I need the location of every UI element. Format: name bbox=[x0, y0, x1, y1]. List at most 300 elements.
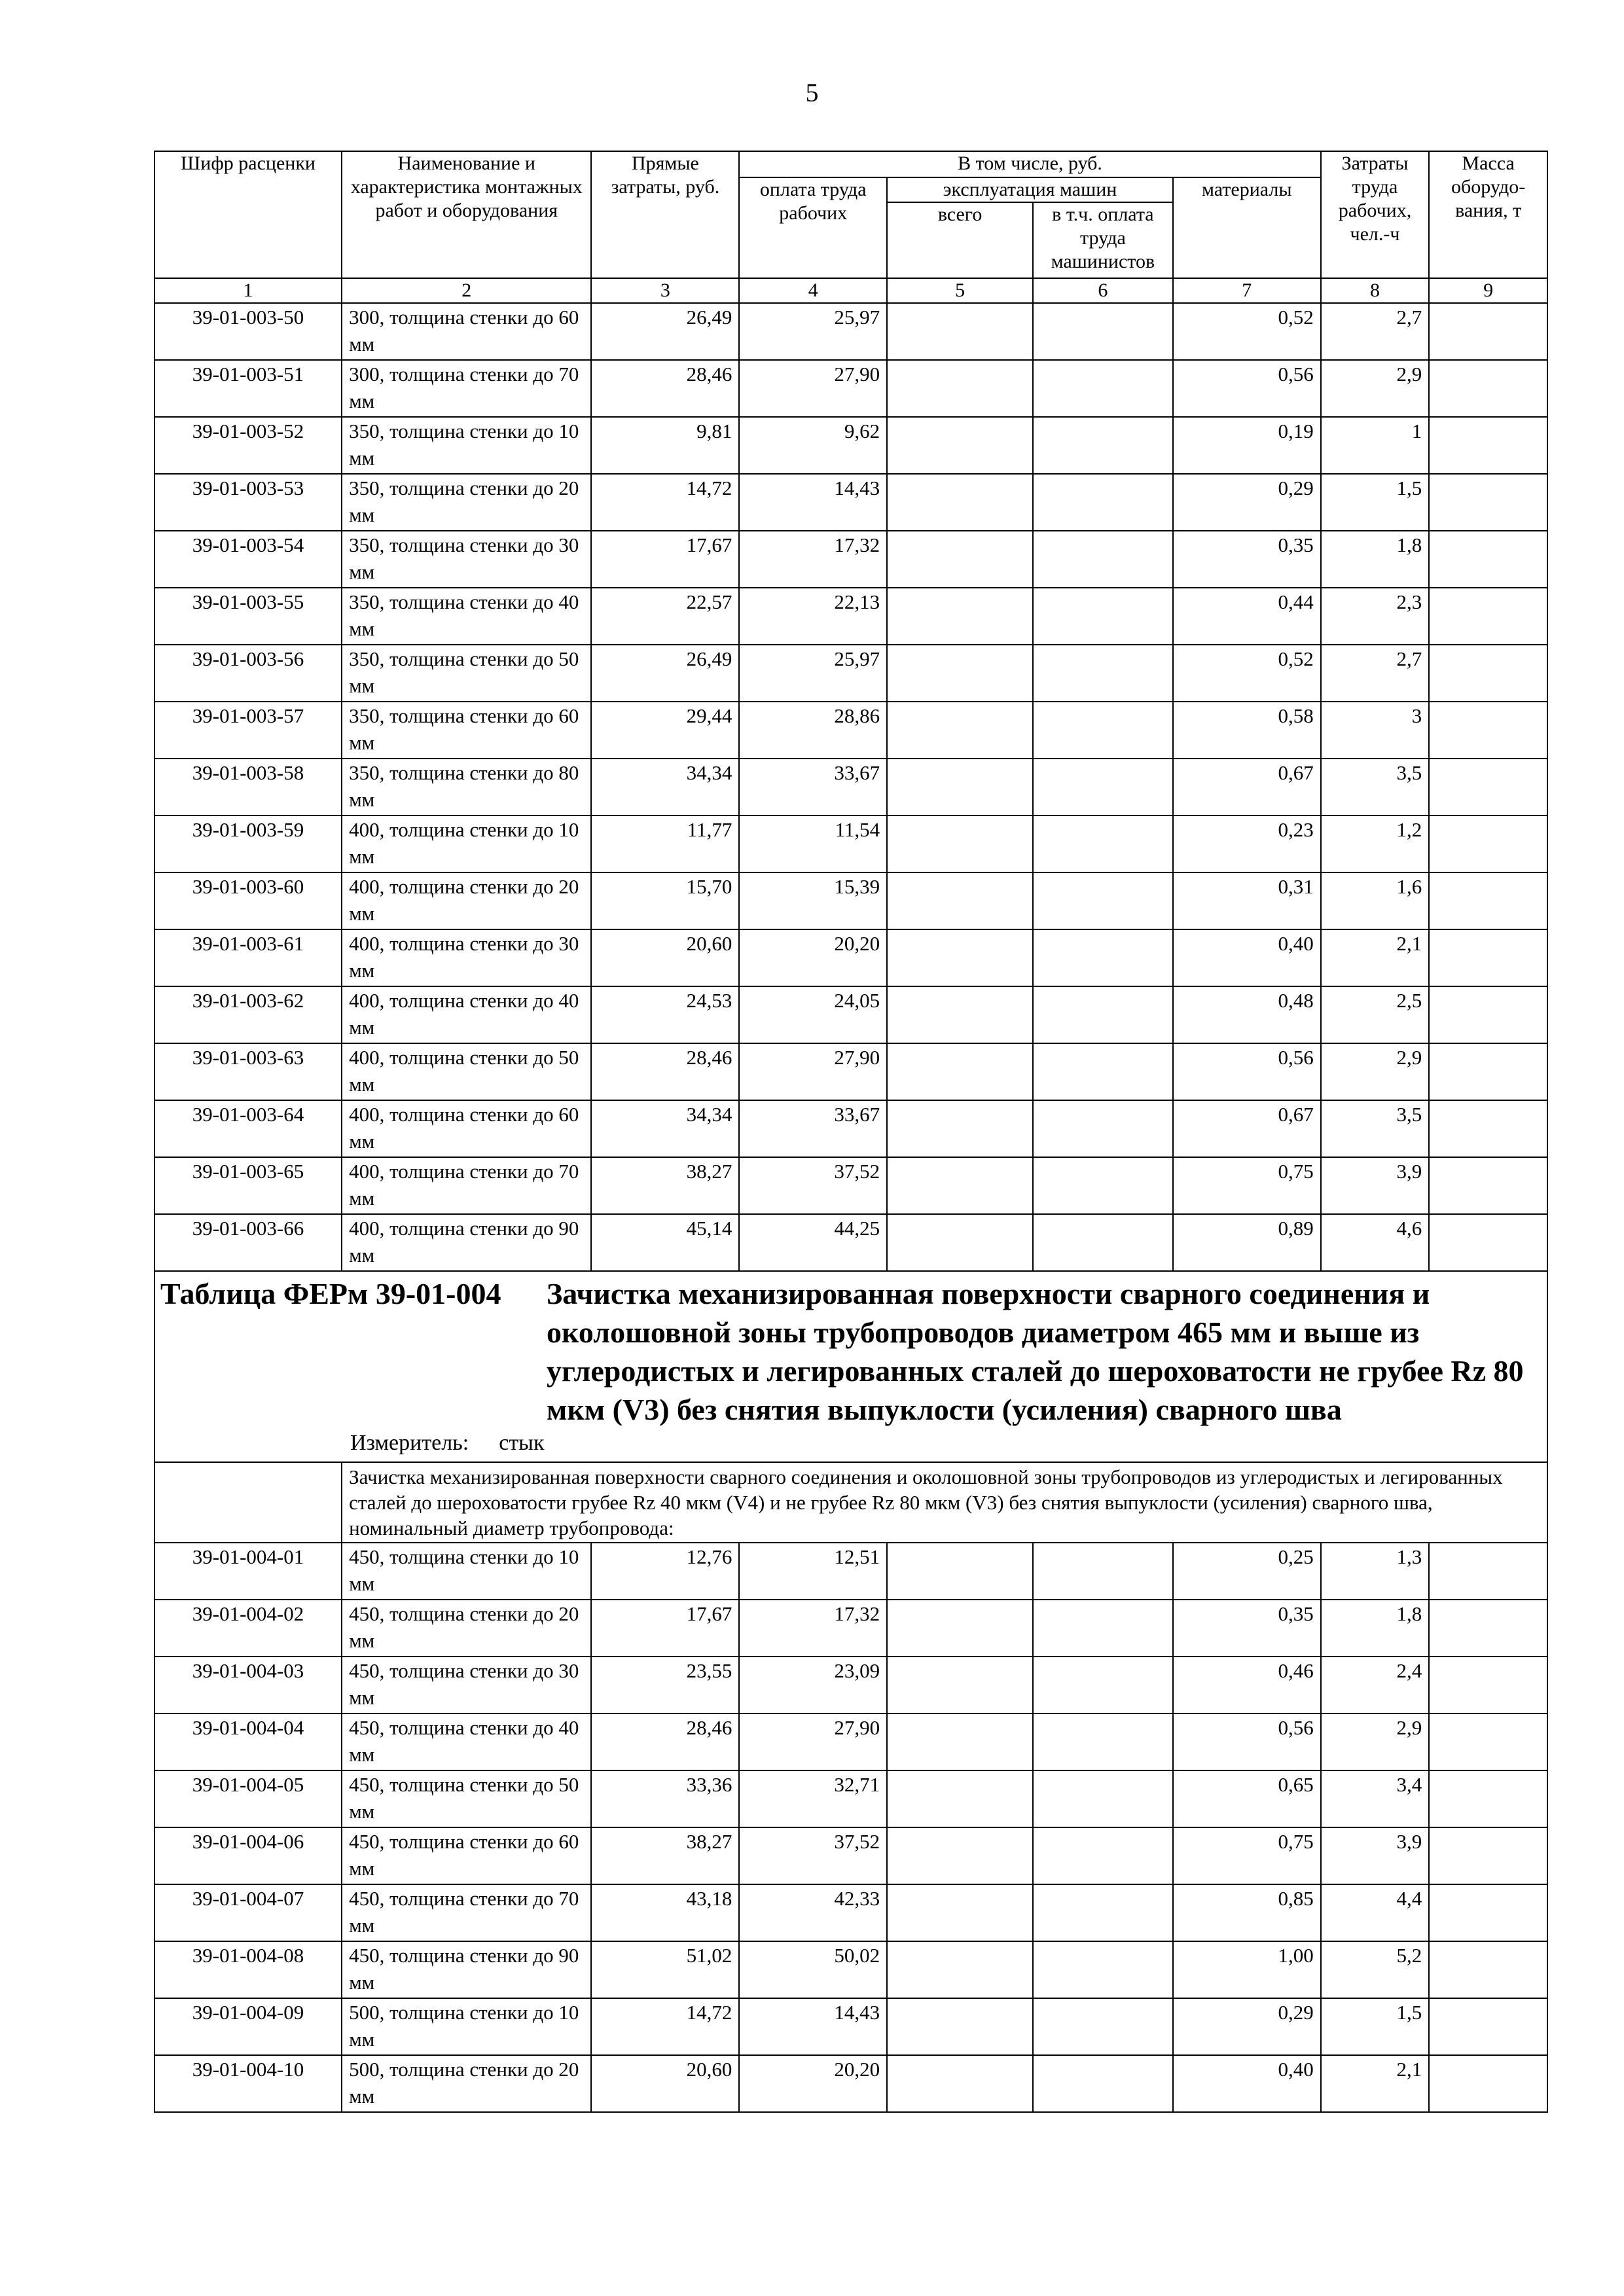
machine-total-cell bbox=[887, 1941, 1033, 1998]
work-name-cell: 350, толщина стенки до 60 мм bbox=[342, 702, 591, 759]
work-name-cell: 350, толщина стенки до 40 мм bbox=[342, 588, 591, 645]
rate-code-cell: 39-01-004-01 bbox=[154, 1543, 342, 1600]
machinist-pay-cell bbox=[1033, 1157, 1173, 1214]
materials-cell: 0,46 bbox=[1173, 1657, 1321, 1713]
materials-cell: 0,40 bbox=[1173, 2055, 1321, 2112]
labor-pay-cell: 50,02 bbox=[739, 1941, 887, 1998]
labor-pay-cell: 37,52 bbox=[739, 1827, 887, 1884]
labor-hours-cell: 4,4 bbox=[1321, 1884, 1430, 1941]
rate-code-cell: 39-01-003-52 bbox=[154, 417, 342, 474]
direct-costs-cell: 51,02 bbox=[591, 1941, 739, 1998]
table-row bbox=[154, 1214, 1547, 1271]
section-description: Зачистка механизированная поверхности сварного соединения и околошовной зоны трубопроводов из углеродистых и легированных сталей до шероховатости грубее Rz 40 мкм (V4) и не грубее Rz 80 мкм (V3) без снятия выпуклости (усиления) сварного шва, номинальный диаметр трубопровода: bbox=[342, 1462, 1547, 1543]
equipment-mass-cell bbox=[1429, 588, 1547, 645]
machinist-pay-cell bbox=[1033, 531, 1173, 588]
machinist-pay-cell bbox=[1033, 360, 1173, 417]
rate-code-cell: 39-01-003-64 bbox=[154, 1100, 342, 1157]
rate-code-cell: 39-01-004-02 bbox=[154, 1600, 342, 1657]
machinist-pay-cell bbox=[1033, 303, 1173, 360]
rate-code-cell: 39-01-003-62 bbox=[154, 986, 342, 1043]
machinist-pay-cell bbox=[1033, 474, 1173, 531]
machine-total-cell bbox=[887, 1157, 1033, 1214]
equipment-mass-cell bbox=[1429, 759, 1547, 816]
labor-pay-cell: 12,51 bbox=[739, 1543, 887, 1600]
column-number: 5 bbox=[887, 278, 1033, 303]
machine-total-cell bbox=[887, 759, 1033, 816]
materials-cell: 0,40 bbox=[1173, 929, 1321, 986]
column-number: 9 bbox=[1429, 278, 1547, 303]
table-row bbox=[154, 872, 1547, 929]
equipment-mass-cell bbox=[1429, 1157, 1547, 1214]
labor-hours-cell: 1,2 bbox=[1321, 816, 1430, 872]
equipment-mass-cell bbox=[1429, 303, 1547, 360]
labor-pay-cell: 17,32 bbox=[739, 1600, 887, 1657]
direct-costs-cell: 38,27 bbox=[591, 1157, 739, 1214]
table-row bbox=[154, 1770, 1547, 1827]
labor-hours-cell: 2,5 bbox=[1321, 986, 1430, 1043]
labor-hours-cell: 1,5 bbox=[1321, 1998, 1430, 2055]
machine-total-cell bbox=[887, 588, 1033, 645]
direct-costs-cell: 14,72 bbox=[591, 474, 739, 531]
materials-cell: 0,29 bbox=[1173, 474, 1321, 531]
machine-total-cell bbox=[887, 1214, 1033, 1271]
table-row bbox=[154, 531, 1547, 588]
machine-total-cell bbox=[887, 531, 1033, 588]
labor-pay-cell: 25,97 bbox=[739, 303, 887, 360]
work-name-cell: 450, толщина стенки до 70 мм bbox=[342, 1884, 591, 1941]
materials-cell: 0,75 bbox=[1173, 1827, 1321, 1884]
column-number: 3 bbox=[591, 278, 739, 303]
work-name-cell: 450, толщина стенки до 90 мм bbox=[342, 1941, 591, 1998]
labor-hours-cell: 1,8 bbox=[1321, 531, 1430, 588]
direct-costs-cell: 28,46 bbox=[591, 1043, 739, 1100]
labor-pay-cell: 17,32 bbox=[739, 531, 887, 588]
table-row bbox=[154, 1998, 1547, 2055]
machine-total-cell bbox=[887, 2055, 1033, 2112]
materials-cell: 0,19 bbox=[1173, 417, 1321, 474]
materials-cell: 0,48 bbox=[1173, 986, 1321, 1043]
labor-hours-cell: 5,2 bbox=[1321, 1941, 1430, 1998]
table-row bbox=[154, 1043, 1547, 1100]
header-name: Наименование и характеристика монтажных работ и оборудования bbox=[342, 151, 591, 278]
table-row bbox=[154, 1713, 1547, 1770]
equipment-mass-cell bbox=[1429, 702, 1547, 759]
rate-code-cell: 39-01-004-10 bbox=[154, 2055, 342, 2112]
labor-pay-cell: 28,86 bbox=[739, 702, 887, 759]
work-name-cell: 350, толщина стенки до 30 мм bbox=[342, 531, 591, 588]
machine-total-cell bbox=[887, 1713, 1033, 1770]
labor-hours-cell: 1,3 bbox=[1321, 1543, 1430, 1600]
work-name-cell: 350, толщина стенки до 50 мм bbox=[342, 645, 591, 702]
labor-hours-cell: 1 bbox=[1321, 417, 1430, 474]
materials-cell: 0,56 bbox=[1173, 360, 1321, 417]
header-direct-costs: Прямые затраты, руб. bbox=[591, 151, 739, 278]
direct-costs-cell: 23,55 bbox=[591, 1657, 739, 1713]
equipment-mass-cell bbox=[1429, 417, 1547, 474]
table-row bbox=[154, 1884, 1547, 1941]
work-name-cell: 500, толщина стенки до 20 мм bbox=[342, 2055, 591, 2112]
column-number: 1 bbox=[154, 278, 342, 303]
labor-pay-cell: 27,90 bbox=[739, 360, 887, 417]
machine-total-cell bbox=[887, 1827, 1033, 1884]
equipment-mass-cell bbox=[1429, 929, 1547, 986]
labor-hours-cell: 1,8 bbox=[1321, 1600, 1430, 1657]
machinist-pay-cell bbox=[1033, 986, 1173, 1043]
rate-code-cell: 39-01-003-50 bbox=[154, 303, 342, 360]
labor-pay-cell: 27,90 bbox=[739, 1043, 887, 1100]
equipment-mass-cell bbox=[1429, 1214, 1547, 1271]
table-row bbox=[154, 929, 1547, 986]
header-equipment-mass: Масса оборудо-вания, т bbox=[1429, 151, 1547, 278]
materials-cell: 0,35 bbox=[1173, 531, 1321, 588]
rates-table bbox=[154, 151, 1548, 2113]
column-number: 8 bbox=[1321, 278, 1430, 303]
machine-total-cell bbox=[887, 872, 1033, 929]
work-name-cell: 350, толщина стенки до 20 мм bbox=[342, 474, 591, 531]
materials-cell: 0,56 bbox=[1173, 1713, 1321, 1770]
machinist-pay-cell bbox=[1033, 1543, 1173, 1600]
table-label: Таблица ФЕРм 39-01-004 bbox=[160, 1277, 501, 1310]
labor-pay-cell: 42,33 bbox=[739, 1884, 887, 1941]
materials-cell: 0,52 bbox=[1173, 303, 1321, 360]
table-row bbox=[154, 303, 1547, 360]
machine-total-cell bbox=[887, 702, 1033, 759]
direct-costs-cell: 26,49 bbox=[591, 303, 739, 360]
labor-hours-cell: 2,3 bbox=[1321, 588, 1430, 645]
labor-pay-cell: 15,39 bbox=[739, 872, 887, 929]
machinist-pay-cell bbox=[1033, 645, 1173, 702]
machinist-pay-cell bbox=[1033, 588, 1173, 645]
machine-total-cell bbox=[887, 1998, 1033, 2055]
column-number: 6 bbox=[1033, 278, 1173, 303]
work-name-cell: 400, толщина стенки до 90 мм bbox=[342, 1214, 591, 1271]
header-machine-total: всего bbox=[887, 202, 1033, 278]
table-title: Зачистка механизированная поверхности сварного соединения и околошовной зоны трубопроводов диаметром 465 мм и выше из углеродистых и легированных сталей до шероховатости не грубее Rz 80 мкм (V3) без снятия выпуклости (усиления) сварного шва bbox=[547, 1277, 1524, 1426]
materials-cell: 0,25 bbox=[1173, 1543, 1321, 1600]
machine-total-cell bbox=[887, 1100, 1033, 1157]
labor-hours-cell: 2,1 bbox=[1321, 929, 1430, 986]
machinist-pay-cell bbox=[1033, 1214, 1173, 1271]
materials-cell: 0,31 bbox=[1173, 872, 1321, 929]
materials-cell: 0,52 bbox=[1173, 645, 1321, 702]
rate-code-cell: 39-01-004-04 bbox=[154, 1713, 342, 1770]
machine-total-cell bbox=[887, 417, 1033, 474]
table-row bbox=[154, 1941, 1547, 1998]
machinist-pay-cell bbox=[1033, 1713, 1173, 1770]
direct-costs-cell: 28,46 bbox=[591, 360, 739, 417]
machine-total-cell bbox=[887, 986, 1033, 1043]
direct-costs-cell: 28,46 bbox=[591, 1713, 739, 1770]
machine-total-cell bbox=[887, 1770, 1033, 1827]
rate-code-cell: 39-01-004-09 bbox=[154, 1998, 342, 2055]
machine-total-cell bbox=[887, 1543, 1033, 1600]
equipment-mass-cell bbox=[1429, 1827, 1547, 1884]
materials-cell: 0,56 bbox=[1173, 1043, 1321, 1100]
meter-label: Измеритель: bbox=[350, 1431, 469, 1455]
equipment-mass-cell bbox=[1429, 1600, 1547, 1657]
header-code: Шифр расценки bbox=[154, 151, 342, 278]
column-number: 7 bbox=[1173, 278, 1321, 303]
machinist-pay-cell bbox=[1033, 1100, 1173, 1157]
machine-total-cell bbox=[887, 303, 1033, 360]
rate-code-cell: 39-01-004-06 bbox=[154, 1827, 342, 1884]
equipment-mass-cell bbox=[1429, 1100, 1547, 1157]
work-name-cell: 450, толщина стенки до 30 мм bbox=[342, 1657, 591, 1713]
table-row bbox=[154, 816, 1547, 872]
machinist-pay-cell bbox=[1033, 1600, 1173, 1657]
direct-costs-cell: 20,60 bbox=[591, 929, 739, 986]
direct-costs-cell: 14,72 bbox=[591, 1998, 739, 2055]
labor-pay-cell: 32,71 bbox=[739, 1770, 887, 1827]
work-name-cell: 450, толщина стенки до 60 мм bbox=[342, 1827, 591, 1884]
machine-total-cell bbox=[887, 360, 1033, 417]
machinist-pay-cell bbox=[1033, 929, 1173, 986]
work-name-cell: 400, толщина стенки до 60 мм bbox=[342, 1100, 591, 1157]
labor-pay-cell: 37,52 bbox=[739, 1157, 887, 1214]
column-numbers-row bbox=[154, 278, 1547, 303]
column-number: 2 bbox=[342, 278, 591, 303]
table-section bbox=[154, 1271, 1547, 1543]
labor-pay-cell: 14,43 bbox=[739, 474, 887, 531]
labor-pay-cell: 22,13 bbox=[739, 588, 887, 645]
materials-cell: 0,67 bbox=[1173, 759, 1321, 816]
rates-body-bottom bbox=[154, 1543, 1547, 2112]
rate-code-cell: 39-01-003-56 bbox=[154, 645, 342, 702]
header-machinist-pay: в т.ч. оплата труда машинистов bbox=[1033, 202, 1173, 278]
work-name-cell: 400, толщина стенки до 30 мм bbox=[342, 929, 591, 986]
labor-hours-cell: 1,5 bbox=[1321, 474, 1430, 531]
labor-pay-cell: 14,43 bbox=[739, 1998, 887, 2055]
materials-cell: 0,89 bbox=[1173, 1214, 1321, 1271]
section-description-row bbox=[154, 1462, 1547, 1543]
machine-total-cell bbox=[887, 1657, 1033, 1713]
materials-cell: 0,75 bbox=[1173, 1157, 1321, 1214]
machinist-pay-cell bbox=[1033, 1827, 1173, 1884]
labor-hours-cell: 2,9 bbox=[1321, 360, 1430, 417]
rate-code-cell: 39-01-003-55 bbox=[154, 588, 342, 645]
rate-code-cell: 39-01-004-07 bbox=[154, 1884, 342, 1941]
labor-hours-cell: 3 bbox=[1321, 702, 1430, 759]
rate-code-cell: 39-01-003-57 bbox=[154, 702, 342, 759]
table-row bbox=[154, 1600, 1547, 1657]
direct-costs-cell: 34,34 bbox=[591, 759, 739, 816]
labor-hours-cell: 2,4 bbox=[1321, 1657, 1430, 1713]
machinist-pay-cell bbox=[1033, 1884, 1173, 1941]
labor-hours-cell: 3,5 bbox=[1321, 1100, 1430, 1157]
labor-hours-cell: 3,9 bbox=[1321, 1157, 1430, 1214]
labor-pay-cell: 9,62 bbox=[739, 417, 887, 474]
machine-total-cell bbox=[887, 929, 1033, 986]
rate-code-cell: 39-01-004-05 bbox=[154, 1770, 342, 1827]
work-name-cell: 450, толщина стенки до 50 мм bbox=[342, 1770, 591, 1827]
labor-hours-cell: 4,6 bbox=[1321, 1214, 1430, 1271]
direct-costs-cell: 20,60 bbox=[591, 2055, 739, 2112]
direct-costs-cell: 12,76 bbox=[591, 1543, 739, 1600]
labor-hours-cell: 2,9 bbox=[1321, 1713, 1430, 1770]
column-number: 4 bbox=[739, 278, 887, 303]
equipment-mass-cell bbox=[1429, 1770, 1547, 1827]
machine-total-cell bbox=[887, 645, 1033, 702]
equipment-mass-cell bbox=[1429, 1884, 1547, 1941]
equipment-mass-cell bbox=[1429, 2055, 1547, 2112]
table-row bbox=[154, 1100, 1547, 1157]
work-name-cell: 500, толщина стенки до 10 мм bbox=[342, 1998, 591, 2055]
table-row bbox=[154, 759, 1547, 816]
machinist-pay-cell bbox=[1033, 417, 1173, 474]
materials-cell: 0,65 bbox=[1173, 1770, 1321, 1827]
table-row bbox=[154, 702, 1547, 759]
section-title-row bbox=[154, 1271, 1547, 1462]
direct-costs-cell: 38,27 bbox=[591, 1827, 739, 1884]
machinist-pay-cell bbox=[1033, 702, 1173, 759]
labor-hours-cell: 2,7 bbox=[1321, 645, 1430, 702]
machine-total-cell bbox=[887, 1600, 1033, 1657]
direct-costs-cell: 34,34 bbox=[591, 1100, 739, 1157]
work-name-cell: 350, толщина стенки до 10 мм bbox=[342, 417, 591, 474]
equipment-mass-cell bbox=[1429, 872, 1547, 929]
meter-value: стык bbox=[499, 1431, 545, 1455]
labor-hours-cell: 2,7 bbox=[1321, 303, 1430, 360]
labor-hours-cell: 3,9 bbox=[1321, 1827, 1430, 1884]
labor-hours-cell: 2,1 bbox=[1321, 2055, 1430, 2112]
work-name-cell: 350, толщина стенки до 80 мм bbox=[342, 759, 591, 816]
work-name-cell: 400, толщина стенки до 50 мм bbox=[342, 1043, 591, 1100]
machinist-pay-cell bbox=[1033, 1043, 1173, 1100]
direct-costs-cell: 24,53 bbox=[591, 986, 739, 1043]
equipment-mass-cell bbox=[1429, 816, 1547, 872]
page-number: 5 bbox=[805, 78, 819, 107]
rate-code-cell: 39-01-003-54 bbox=[154, 531, 342, 588]
direct-costs-cell: 11,77 bbox=[591, 816, 739, 872]
direct-costs-cell: 43,18 bbox=[591, 1884, 739, 1941]
direct-costs-cell: 9,81 bbox=[591, 417, 739, 474]
rate-code-cell: 39-01-003-63 bbox=[154, 1043, 342, 1100]
meter-line bbox=[350, 1430, 1542, 1456]
machinist-pay-cell bbox=[1033, 1657, 1173, 1713]
rate-code-cell: 39-01-003-60 bbox=[154, 872, 342, 929]
description-empty-cell bbox=[154, 1462, 342, 1543]
labor-pay-cell: 11,54 bbox=[739, 816, 887, 872]
work-name-cell: 300, толщина стенки до 60 мм bbox=[342, 303, 591, 360]
rate-code-cell: 39-01-003-53 bbox=[154, 474, 342, 531]
machine-total-cell bbox=[887, 474, 1033, 531]
direct-costs-cell: 17,67 bbox=[591, 1600, 739, 1657]
work-name-cell: 300, толщина стенки до 70 мм bbox=[342, 360, 591, 417]
direct-costs-cell: 33,36 bbox=[591, 1770, 739, 1827]
table-row bbox=[154, 588, 1547, 645]
rate-code-cell: 39-01-003-59 bbox=[154, 816, 342, 872]
machinist-pay-cell bbox=[1033, 2055, 1173, 2112]
rates-body-top bbox=[154, 303, 1547, 1271]
table-row bbox=[154, 474, 1547, 531]
rate-code-cell: 39-01-003-51 bbox=[154, 360, 342, 417]
table-row bbox=[154, 360, 1547, 417]
table-row bbox=[154, 1157, 1547, 1214]
work-name-cell: 400, толщина стенки до 10 мм bbox=[342, 816, 591, 872]
labor-pay-cell: 27,90 bbox=[739, 1713, 887, 1770]
labor-hours-cell: 1,6 bbox=[1321, 872, 1430, 929]
table-row bbox=[154, 417, 1547, 474]
table-row bbox=[154, 2055, 1547, 2112]
labor-pay-cell: 20,20 bbox=[739, 2055, 887, 2112]
materials-cell: 0,35 bbox=[1173, 1600, 1321, 1657]
equipment-mass-cell bbox=[1429, 1043, 1547, 1100]
materials-cell: 0,85 bbox=[1173, 1884, 1321, 1941]
machinist-pay-cell bbox=[1033, 1941, 1173, 1998]
work-name-cell: 400, толщина стенки до 70 мм bbox=[342, 1157, 591, 1214]
machine-total-cell bbox=[887, 1884, 1033, 1941]
direct-costs-cell: 29,44 bbox=[591, 702, 739, 759]
materials-cell: 1,00 bbox=[1173, 1941, 1321, 1998]
labor-pay-cell: 33,67 bbox=[739, 759, 887, 816]
equipment-mass-cell bbox=[1429, 531, 1547, 588]
labor-hours-cell: 3,4 bbox=[1321, 1770, 1430, 1827]
equipment-mass-cell bbox=[1429, 1543, 1547, 1600]
equipment-mass-cell bbox=[1429, 360, 1547, 417]
labor-pay-cell: 25,97 bbox=[739, 645, 887, 702]
machinist-pay-cell bbox=[1033, 759, 1173, 816]
materials-cell: 0,67 bbox=[1173, 1100, 1321, 1157]
rate-code-cell: 39-01-004-03 bbox=[154, 1657, 342, 1713]
machinist-pay-cell bbox=[1033, 816, 1173, 872]
materials-cell: 0,23 bbox=[1173, 816, 1321, 872]
table-row bbox=[154, 645, 1547, 702]
equipment-mass-cell bbox=[1429, 1657, 1547, 1713]
direct-costs-cell: 26,49 bbox=[591, 645, 739, 702]
materials-cell: 0,29 bbox=[1173, 1998, 1321, 2055]
labor-pay-cell: 44,25 bbox=[739, 1214, 887, 1271]
table-row bbox=[154, 1543, 1547, 1600]
equipment-mass-cell bbox=[1429, 645, 1547, 702]
work-name-cell: 450, толщина стенки до 40 мм bbox=[342, 1713, 591, 1770]
machine-total-cell bbox=[887, 816, 1033, 872]
header-machine-operation: эксплуатация машин bbox=[887, 177, 1173, 202]
direct-costs-cell: 45,14 bbox=[591, 1214, 739, 1271]
machinist-pay-cell bbox=[1033, 872, 1173, 929]
rate-code-cell: 39-01-003-66 bbox=[154, 1214, 342, 1271]
labor-pay-cell: 24,05 bbox=[739, 986, 887, 1043]
labor-pay-cell: 23,09 bbox=[739, 1657, 887, 1713]
table-row bbox=[154, 986, 1547, 1043]
machinist-pay-cell bbox=[1033, 1770, 1173, 1827]
header-including: В том числе, руб. bbox=[739, 151, 1320, 177]
direct-costs-cell: 17,67 bbox=[591, 531, 739, 588]
equipment-mass-cell bbox=[1429, 1941, 1547, 1998]
work-name-cell: 400, толщина стенки до 40 мм bbox=[342, 986, 591, 1043]
equipment-mass-cell bbox=[1429, 986, 1547, 1043]
work-name-cell: 450, толщина стенки до 20 мм bbox=[342, 1600, 591, 1657]
machinist-pay-cell bbox=[1033, 1998, 1173, 2055]
materials-cell: 0,44 bbox=[1173, 588, 1321, 645]
rate-code-cell: 39-01-003-65 bbox=[154, 1157, 342, 1214]
labor-hours-cell: 3,5 bbox=[1321, 759, 1430, 816]
labor-pay-cell: 33,67 bbox=[739, 1100, 887, 1157]
equipment-mass-cell bbox=[1429, 1713, 1547, 1770]
work-name-cell: 400, толщина стенки до 20 мм bbox=[342, 872, 591, 929]
rate-code-cell: 39-01-003-58 bbox=[154, 759, 342, 816]
machine-total-cell bbox=[887, 1043, 1033, 1100]
work-name-cell: 450, толщина стенки до 10 мм bbox=[342, 1543, 591, 1600]
direct-costs-cell: 22,57 bbox=[591, 588, 739, 645]
materials-cell: 0,58 bbox=[1173, 702, 1321, 759]
header-labor-costs: Затраты труда рабочих, чел.-ч bbox=[1321, 151, 1430, 278]
header-materials: материалы bbox=[1173, 177, 1321, 278]
direct-costs-cell: 15,70 bbox=[591, 872, 739, 929]
equipment-mass-cell bbox=[1429, 474, 1547, 531]
table-row bbox=[154, 1827, 1547, 1884]
labor-pay-cell: 20,20 bbox=[739, 929, 887, 986]
header-labor-pay: оплата труда рабочих bbox=[739, 177, 887, 278]
